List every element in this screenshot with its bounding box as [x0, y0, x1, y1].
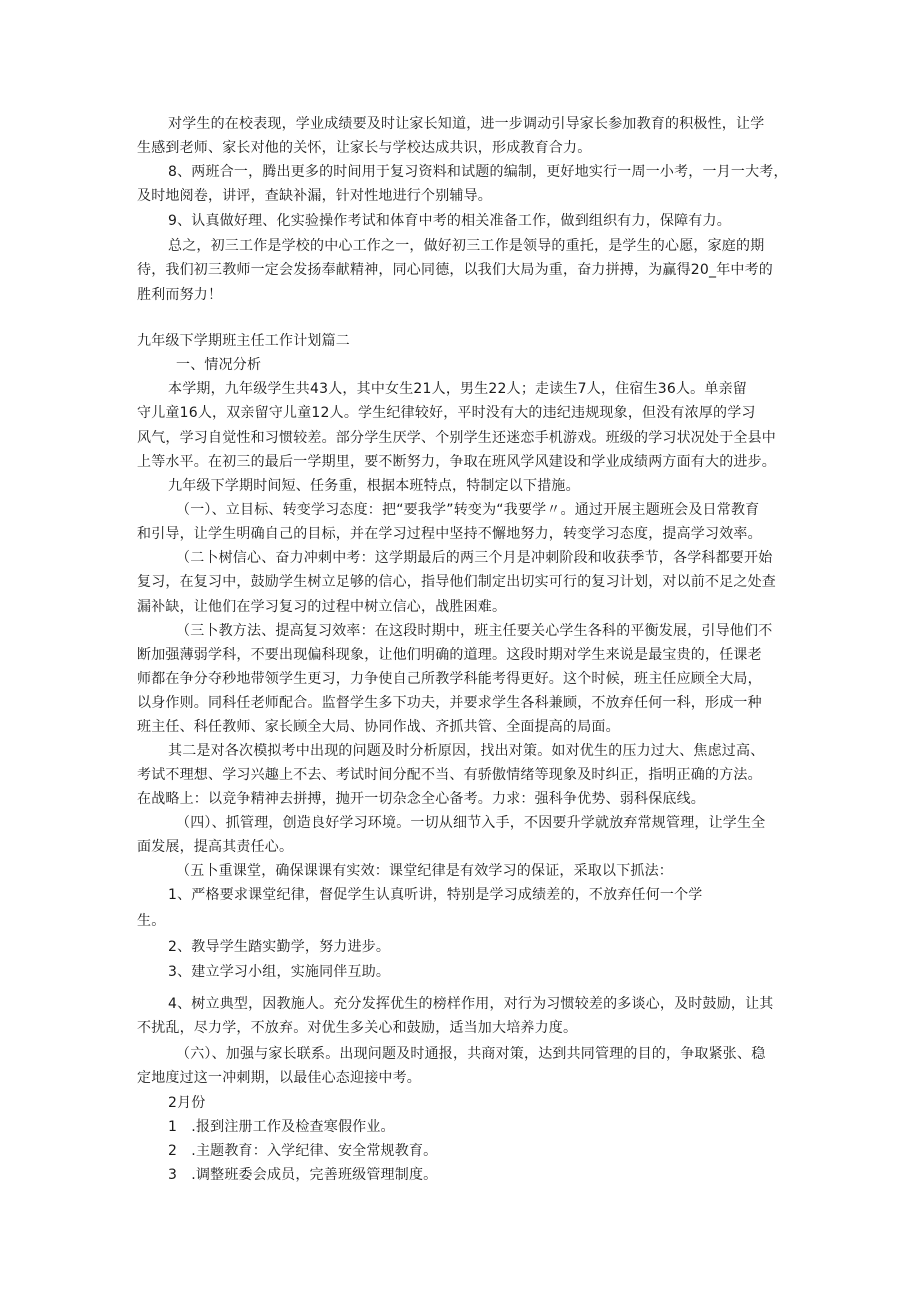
text-line: 以身作则。同科任老师配合。监督学生多下功夫，并要求学生各科兼顾，不放弃任何一科，形成一种 — [137, 695, 762, 711]
section-title: 九年级下学期班主任工作计划篇二 — [137, 333, 350, 349]
list-item: 3 .调整班委会成员，完善班级管理制度。 — [168, 1167, 438, 1183]
text-line: 断加强薄弱学科，不要出现偏科现象，让他们明确的道理。这段时期对学生来说是最宝贵的，任课老 — [137, 647, 762, 663]
text-line: 本学期，九年级学生共43人，其中女生21人，男生22人；走读生7人，住宿生36人。单亲留 — [168, 381, 747, 397]
text-line: （四）、抓管理，创造良好学习环境。一切从细节入手，不因要升学就放弃常规管理，让学生全 — [176, 815, 766, 831]
text-line: 考试不理想、学习兴趣上不去、考试时间分配不当、有骄傲情绪等现象及时纠正，指明正确的方法。 — [137, 767, 762, 783]
text-line: 及时地阅卷，讲评，查缺补漏，针对性地进行个别辅导。 — [137, 188, 492, 204]
text-line: 班主任、科任教师、家长顾全大局、协同作战、齐抓共管、全面提高的局面。 — [137, 719, 620, 735]
text-line: 9、认真做好理、化实验操作考试和体育中考的相关准备工作，做到组织有力，保障有力。 — [168, 213, 731, 229]
text-line: 其二是对各次模拟考中出现的问题及时分析原因，找出对策。如对优生的压力过大、焦虑过高、 — [168, 743, 765, 759]
text-line: （三卜教方法、提高复习效率：在这段时期中，班主任要关心学生各科的平衡发展，引导他们不 — [176, 623, 773, 639]
text-line: 守儿童16人，双亲留守儿童12人。学生纪律较好，平时没有大的违纪违规现象，但没有浓厚的学习 — [137, 405, 756, 421]
section-heading: 一、情况分析 — [176, 357, 262, 373]
text-line: 在战略上：以竞争精神去拼搏，抛开一切杂念全心备考。力求：强科争优势、弱科保底线。 — [137, 791, 705, 807]
list-item: 1 .报到注册工作及检查寒假作业。 — [168, 1119, 395, 1135]
text-line: 不扰乱，尽力学，不放弃。对优生多关心和鼓励，适当加大培养力度。 — [137, 1020, 578, 1036]
text-line: 总之，初三工作是学校的中心工作之一，做好初三工作是领导的重托，是学生的心愿，家庭的期 — [168, 238, 765, 254]
text-line: 漏补缺，让他们在学习复习的过程中树立信心，战胜困难。 — [137, 599, 507, 615]
text-line: 生感到老师、家长对他的关怀，让家长与学校达成共识，形成教育合力。 — [137, 140, 592, 156]
text-line: 2、教导学生踏实勤学，努力进步。 — [168, 939, 391, 955]
text-line: 上等水平。在初三的最后一学期里，要不断努力，争取在班风学风建设和学业成绩两方面有大的进步。 — [137, 454, 776, 470]
text-line: 1、严格要求课堂纪律，督促学生认真听讲，特别是学习成绩差的，不放弃任何一个学 — [168, 887, 703, 903]
text-line: （六）、加强与家长联系。出现问题及时通报，共商对策，达到共同管理的目的，争取紧张、稳 — [176, 1046, 766, 1062]
text-line: 胜利而努力！ — [137, 287, 223, 303]
text-line: 3、建立学习小组，实施同伴互助。 — [168, 964, 391, 980]
text-line: 对学生的在校表现，学业成绩要及时让家长知道，进一步调动引导家长参加教育的积极性，让学 — [168, 116, 765, 132]
text-line: 2月份 — [168, 1095, 206, 1111]
text-line: 待，我们初三教师一定会发扬奉献精神，同心同德，以我们大局为重，奋力拼搏，为赢得20_年中考的 — [137, 262, 774, 278]
text-line: 生。 — [137, 913, 166, 929]
text-line: 复习，在复习中，鼓励学生树立足够的信心，指导他们制定出切实可行的复习计划，对以前不足之处查 — [137, 574, 776, 590]
text-line: 8、两班合一，腾出更多的时间用于复习资料和试题的编制，更好地实行一周一小考，一月一大考， — [168, 164, 788, 180]
text-line: 定地度过这一冲刺期，以最佳心态迎接中考。 — [137, 1070, 421, 1086]
text-line: 面发展，提高其责任心。 — [137, 839, 294, 855]
text-line: 风气，学习自觉性和习惯较差。部分学生厌学、个别学生还迷恋手机游戏。班级的学习状况处于全县中 — [137, 430, 776, 446]
text-line: 4、树立典型，因教施人。充分发挥优生的榜样作用，对行为习惯较差的多谈心，及时鼓励，让其 — [168, 996, 774, 1012]
text-line: 九年级下学期时间短、任务重，根据本班特点，特制定以下措施。 — [168, 478, 580, 494]
text-line: 和引导，让学生明确自己的目标，并在学习过程中坚持不懈地努力，转变学习态度，提高学习效率。 — [137, 526, 762, 542]
text-line: （二卜树信心、奋力冲刺中考：这学期最后的两三个月是冲刺阶段和收获季节，各学科都要开始 — [176, 550, 773, 566]
text-line: （五卜重课堂，确保课课有实效：课堂纪律是有效学习的保证，采取以下抓法： — [176, 863, 673, 879]
text-line: 师都在争分夺秒地带领学生更习，力争使自己所教学科能考得更好。这个时候，班主任应顾全大局， — [137, 671, 762, 687]
text-line: （一）、立目标、转变学习态度：把“要我学”转变为“我要学〃。通过开展主题班会及日常教育 — [176, 502, 760, 518]
list-item: 2 .主题教育：入学纪律、安全常规教育。 — [168, 1143, 438, 1159]
